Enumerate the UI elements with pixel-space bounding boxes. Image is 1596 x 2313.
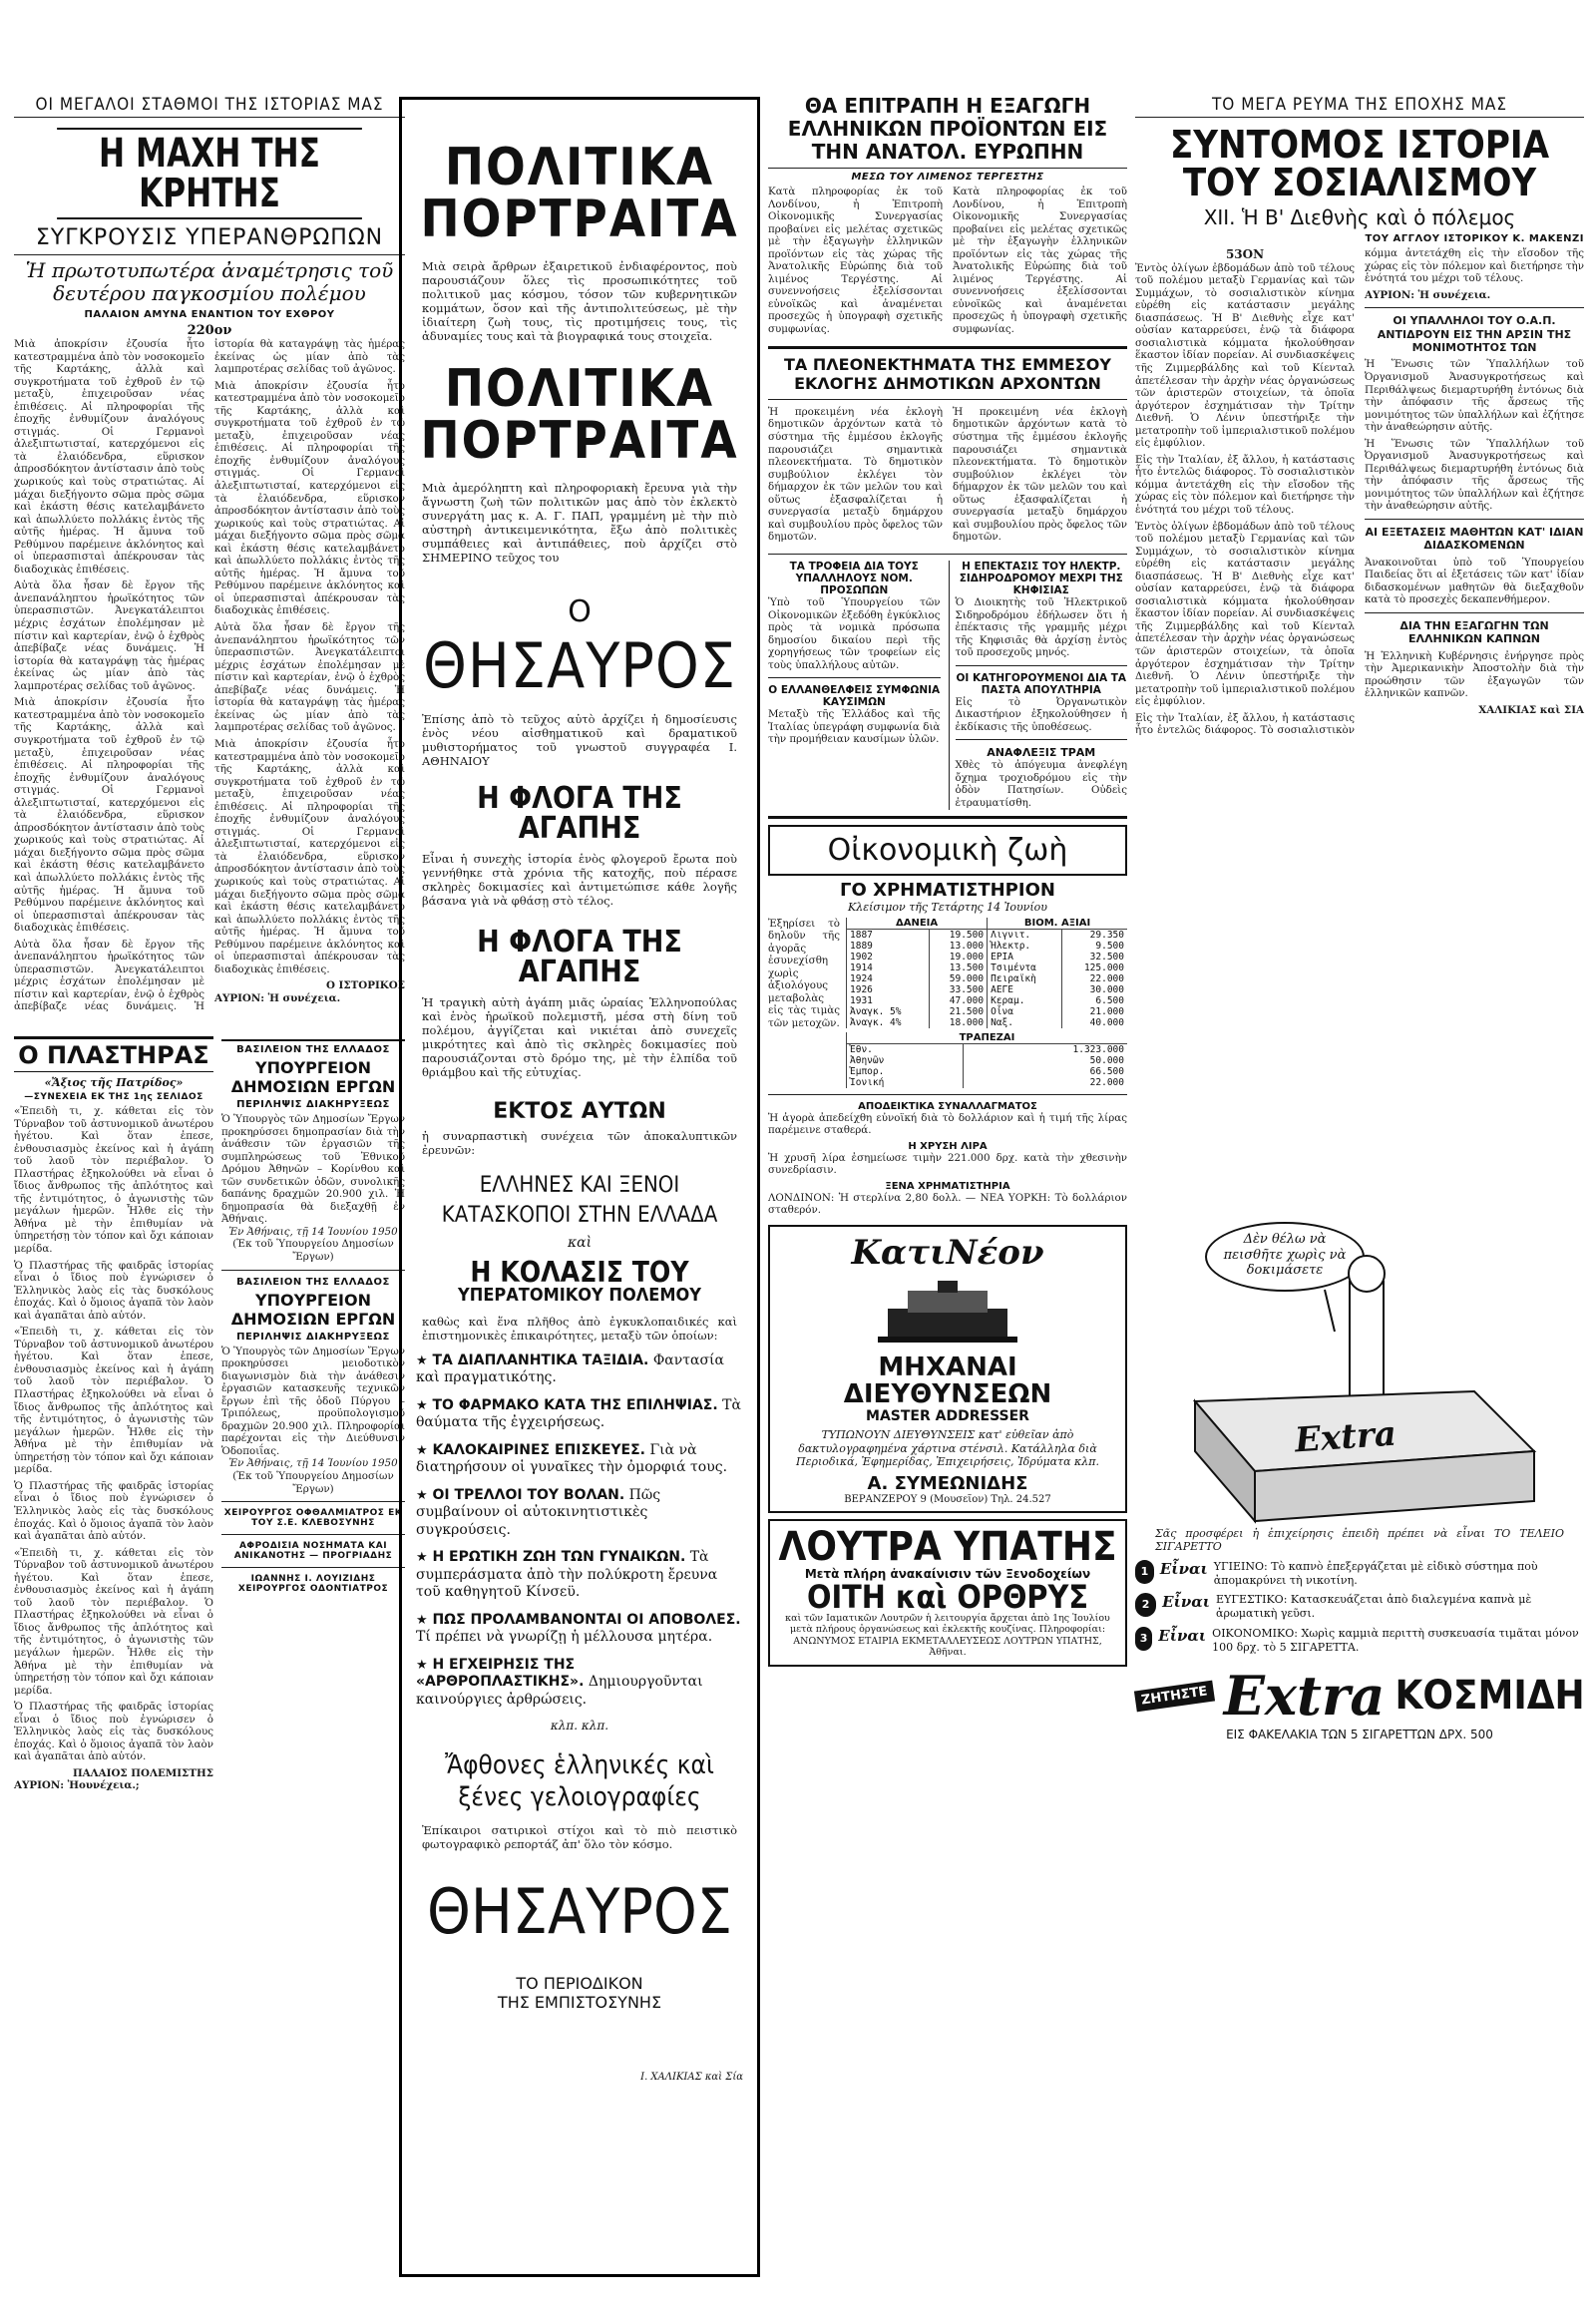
plastiras-p4: Ὁ Πλαστήρας τῆς φαιδρᾶς ἱστορίας εἶναι ὁ ἴδιος ποὺ ἐγνώρισεν ὁ Ἑλληνικὸς λαὸς εἰς τὰς δυσκόλους ἐποχάς. Καὶ ὁ ὅμοιος ἀγαπᾶ τὸν λαὸν καὶ ἀγαπᾶται ἀπὸ αὐτόν.: [14, 1479, 213, 1543]
daneia-table: [846, 918, 1127, 1028]
bank-row: [847, 1043, 1128, 1055]
floga-p1: Εἶναι ἡ συνεχὴς ἱστορία ἑνὸς φλογεροῦ ἔρωτα ποὺ γεννήθηκε στὰ χρόνια τῆς κατοχῆς, ποὺ πέρασε σκληρὲς δοκιμασίες καὶ ἀντιμετώπισε κάθε λογῆς βάσανα γιὰ νὰ φθάσῃ στὸ τέλος.: [422, 852, 737, 909]
col1-lower: [14, 1036, 405, 1792]
portraita-heading-1b: ΠΟΡΤΡΑΙΤΑ: [420, 190, 739, 249]
notice1-body: Ὁ Ὑπουργὸς τῶν Δημοσίων Ἔργων προκηρύσσει δημοπρασίαν διὰ τὴν ἀνάθεσιν τῶν ἐργασιῶν τῆς συμπληρώσεως τοῦ Ἐθνικοῦ Δρόμου Ἀθηνῶν – Κορίνθου καὶ τῶν συνδετικῶν ὁδῶν, συνολικῆς δαπάνης δραχμῶν 20.900 χιλ. Ἡ δημοπρασία θὰ διεξαχθῇ ἐν Ἀθήναις.: [221, 1113, 405, 1226]
daneia-name: 1914: [847, 963, 930, 973]
thesavros-footer: Ι. ΧΑΛΙΚΙΑΣ καὶ Σία: [640, 2071, 743, 2083]
xrysi-hdr: Η ΧΡΥΣΗ ΛΙΡΑ: [908, 1140, 988, 1152]
floga-title-1: Η ΦΛΟΓΑ ΤΗΣ ΑΓΑΠΗΣ: [477, 781, 682, 847]
notice1-hdr: ΒΑΣΙΛΕΙΟΝ ΤΗΣ ΕΛΛΑΔΟΣ: [221, 1039, 405, 1055]
plastiras-p2: Ὁ Πλαστήρας τῆς φαιδρᾶς ἱστορίας εἶναι ὁ ἴδιος ποὺ ἐγνώρισεν ὁ Ἑλληνικὸς λαὸς εἰς τὰς δυσκόλους ἐποχάς. Καὶ ὁ ὅμοιος ἀγαπᾶ τὸν λαὸν καὶ ἀγαπᾶται ἀπὸ αὐτόν.: [14, 1259, 213, 1322]
afthones-heading: Ἄφθονες ἑλληνικές καὶ ξένες γελοιογραφίες: [445, 1750, 714, 1812]
socialism-h1: ΣΥΝΤΟΜΟΣ ΙΣΤΟΡΙΑ: [1169, 123, 1550, 167]
metoxes-name: Ναξ.: [988, 1017, 1062, 1028]
kolasis-title: Η ΚΟΛΑΣΙΣ ΤΟΥ: [470, 1255, 689, 1289]
plastiras-note: —ΣΥΝΕΧΕΙΑ ΕΚ ΤΗΣ 1ης ΣΕΛΙΔΟΣ: [24, 1092, 203, 1102]
municipal-headline: ΤΑ ΠΛΕΟΝΕΚΤΗΜΑΤΑ ΤΗΣ ΕΜΜΕΣΟΥ ΕΚΛΟΓΗΣ ΔΗΜΟΤΙΚΩΝ ΑΡΧΟΝΤΩΝ: [784, 354, 1111, 393]
katineon-ad: [768, 1225, 1127, 1513]
portraita-heading-2b: ΠΟΡΤΡΑΙΤΑ: [420, 411, 739, 472]
daneia-price: 13.500: [929, 963, 987, 973]
bank-row: [847, 1066, 1128, 1077]
plastiras-cont: ΑΥΡΙΟΝ: Ἠουνέχεια.;: [14, 1779, 140, 1792]
star-bullet-icon: ★: [416, 1442, 428, 1458]
star-bullet-icon: ★: [416, 1550, 428, 1566]
socialism-body: [1135, 247, 1584, 737]
notice2-body: Ὁ Ὑπουργὸς τῶν Δημοσίων Ἔργων προκηρύσσει μειοδοτικὸν διαγωνισμὸν διὰ τὴν ἀνάθεσιν ἐργασιῶν κατασκευῆς τεχνικῶν ἔργων ἐπὶ τῆς ὁδοῦ Πύργου – Τριπόλεως, προϋπολογισμοῦ δραχμῶν 20.900 χιλ. Πληροφορίαι παρέχονται εἰς τὴν Διεύθυνσιν Ὁδοποιΐας.: [221, 1345, 405, 1457]
socialism-p2: Εἰς τὴν Ἰταλίαν, ἐξ ἄλλου, ἡ κατάστασις ἦτο ἐντελῶς διάφορος. Τὸ σοσιαλιστικὸν κόμμα ἀντετάχθη εἰς τὴν εἴσοδον τῆς χώρας εἰς τὸν πόλεμον καὶ διετήρησε τὴν ἑνότητά του μέχρι τοῦ τέλους.: [1135, 453, 1355, 517]
feature-text: Δημιουργοῦνται καινούργιες ἀρθρώσεις.: [416, 1674, 703, 1708]
kai: καὶ: [567, 1234, 593, 1251]
plastiras-p3: «Ἐπειδὴ τι, χ. κάθεται εἰς τὸν Τύρναβον τοῦ ἀστυνομικοῦ ἀνωτέρου ἡγέτου. Καὶ ὅταν ἐπεσε, ἐνθουσιασμὸς ἐκείνος καὶ ἡ ἀγάπη τοῦ λαοῦ τὸν περιέβαλον. Ὁ Πλαστήρας ἐξηκολούθει νὰ εἶναι ὁ ἴδιος ἄνθρωπος τῆς ἁπλότητος καὶ τῆς ἐντιμότητος, ὁ ἀγωνιστὴς τῶν μεγάλων ἡμερῶν. Ἦλθε εἰς τὴν Ἀθήνα μὲ τὴν ἐπιθυμίαν νὰ ὑπηρετήσῃ τὸν τόπον καὶ ὄχι κάποιαν μερίδα.: [14, 1326, 213, 1476]
news-boxes: [768, 561, 1127, 810]
feature-item: [416, 1612, 743, 1647]
floga-title-2: Η ΦΛΟΓΑ ΤΗΣ ΑΓΑΠΗΣ: [477, 925, 682, 990]
bank-price: 50.000: [964, 1055, 1127, 1066]
bank-price: 22.000: [964, 1077, 1127, 1088]
katineon-address: ΒΕΡΑΝΖΕΡΟΥ 9 (Μουσεῖον) Τηλ. 24.527: [844, 1493, 1051, 1505]
cigarette-pack-icon: [1135, 1222, 1574, 1521]
plastiras-p5: «Ἐπειδὴ τι, χ. κάθεται εἰς τὸν Τύρναβον τοῦ ἀστυνομικοῦ ἀνωτέρου ἡγέτου. Καὶ ὅταν ἐπεσε, ἐνθουσιασμὸς ἐκείνος καὶ ἡ ἀγάπη τοῦ λαοῦ τὸν περιέβαλον. Ὁ Πλαστήρας ἐξηκολούθει νὰ εἶναι ὁ ἴδιος ἄνθρωπος τῆς ἁπλότητος καὶ τῆς ἐντιμότητος, ὁ ἀγωνιστὴς τῶν μεγάλων ἡμερῶν. Ἦλθε εἰς τὴν Ἀθήνα μὲ τὴν ἐπιθυμίαν νὰ ὑπηρετήσῃ τὸν τόπον καὶ ὄχι κάποιαν μερίδα.: [14, 1546, 213, 1697]
number-badge-icon: 1: [1135, 1560, 1154, 1584]
xeno-body: ΛΟΝΔΙΝΟΝ: Ἡ στερλίνα 2,80 δολλ. — ΝΕΑ ΥΟΡΚΗ: Τὸ δολλάριον σταθερόν.: [768, 1191, 1127, 1217]
plastiras-p1: «Ἐπειδὴ τι, χ. κάθεται εἰς τὸν Τύρναβον τοῦ ἀστυνομικοῦ ἀνωτέρου ἡγέτου. Καὶ ὅταν ἐπεσε, ἐνθουσιασμὸς ἐκείνος καὶ ἡ ἀγάπη τοῦ λαοῦ τὸν περιέβαλον. Ὁ Πλαστήρας ἐξηκολούθει νὰ εἶναι ὁ ἴδιος ἄνθρωπος τῆς ἁπλότητος καὶ τῆς ἐντιμότητος, ὁ ἀγωνιστὴς τῶν μεγάλων ἡμερῶν. Ἦλθε εἰς τὴν Ἀθήνα μὲ τὴν ἐπιθυμίαν νὰ ὑπηρετήσῃ τὸν τόπον καὶ ὄχι κάποιαν μερίδα.: [14, 1105, 213, 1256]
fin-row: [847, 995, 1128, 1006]
bank-row: [847, 1055, 1128, 1066]
bank-row: [847, 1077, 1128, 1088]
metoxes-name: Οἶνα: [988, 1006, 1062, 1017]
reason-text: ΕΥΓΕΣΤΙΚΟ: Κατασκευάζεται ἀπὸ διαλεγμένα καπνὰ μὲ ἀρωματικὴ γεῦσι.: [1216, 1593, 1532, 1621]
daneia-name: 1902: [847, 952, 930, 963]
metoxes-hdr: ΒΙΟΜ. ΑΞΙΑΙ: [988, 918, 1127, 930]
crete-part: 220ον: [187, 323, 232, 338]
bank-name: Ἀθηνῶν: [847, 1055, 964, 1066]
metoxes-name: Τσιμέντα: [988, 963, 1062, 973]
feature-text: Πῶς συμβαίνουν οἱ αὐτοκινητιστικὲς συγκρούσεις.: [416, 1486, 661, 1538]
extra-brand-row: [1135, 1664, 1584, 1728]
extra-price-line: ΕΙΣ ΦΑΚΕΛΑΚΙΑ ΤΩΝ 5 ΣΙΓΑΡΕΤΤΩΝ ΔΡΧ. 500: [1226, 1728, 1493, 1742]
crete-body-p4: Αὐτὰ ὅλα ἦσαν δὲ ἔργον τῆς ἀνεπανάληπτου ἡρωϊκότητος τῶν ὑπερασπιστῶν. Ἀνεγκατάλειπτοι μέχρις ἐσχάτων ἐπολέμησαν μὲ πίστιν καὶ καρτερίαν, ἐνῷ ὁ ἐχθρὸς ἀπεβίβαζε νέας δυνάμεις. Ἡ ἰστορία θὰ καταγράψῃ τὰς ἡμέρας ἐκείνας ὡς μίαν ἀπὸ τὰς λαμπροτέρας σελίδας τοῦ ἀγῶνος.: [14, 338, 405, 1013]
crete-body-p2: Αὐτὰ ὅλα ἦσαν δὲ ἔργον τῆς ἀνεπανάληπτου ἡρωϊκότητος τῶν ὑπερασπιστῶν. Ἀνεγκατάλειπτοι μέχρις ἐσχάτων ἐπολέμησαν μὲ πίστιν καὶ καρτερίαν, ἐνῷ ὁ ἐχθρὸς ἀπεβίβαζε νέας δυνάμεις. Ἡ ἰστορία θὰ καταγράψῃ τὰς ἡμέρας ἐκείνας ὡς μίαν ἀπὸ τὰς λαμπροτέρας σελίδας τοῦ ἀγῶνος.: [14, 579, 204, 692]
bank-price: 1.323.000: [964, 1043, 1127, 1055]
column-1: [14, 95, 405, 2301]
plastiras-sign: ΠΑΛΑΙΟΣ ΠΟΛΕΜΙΣΤΗΣ: [72, 1766, 213, 1779]
daneia-name: 1887: [847, 929, 930, 941]
bank-name: Ἐμπορ.: [847, 1066, 964, 1077]
crete-author: Ο ΙΣΤΟΡΙΚΟΣ: [325, 979, 405, 992]
tobacco-headline: ΔΙΑ ΤΗΝ ΕΞΑΓΩΓΗΝ ΤΩΝ ΕΛΛΗΝΙΚΩΝ ΚΑΠΝΩΝ: [1399, 618, 1549, 646]
small-ad-3: ΙΩΑΝΝΗΣ Ι. ΛΟΥΙΖΙΔΗΣ ΧΕΙΡΟΥΡΓΟΣ ΟΔΟΝΤΙΑΤΡΟΣ: [237, 1574, 389, 1595]
socialism-h2: ΤΟΥ ΣΟΣΙΑΛΙΣΜΟΥ: [1182, 161, 1537, 204]
feature-text: Τί πρέπει νὰ γνωρίζῃ ἡ μέλλουσα μητέρα.: [416, 1629, 713, 1646]
municipal-p1: Ἡ προκειμένη νέα ἐκλογὴ δημοτικῶν ἀρχόντων κατὰ τὸ σύστημα τῆς ἐμμέσου ἐκλογῆς παρουσιάζει σημαντικὰ πλεονεκτήματα. Τὸ δημοτικὸν συμβούλιον ἐκλέγει τὸν δήμαρχον ἐκ τῶν μελῶν του καὶ οὕτως ἐξασφαλίζεται ἡ συνεργασία μεταξὺ δημάρχου καὶ συμβουλίου πρὸς ὄφελος τῶν δημοτῶν.: [768, 405, 943, 544]
crete-body: [14, 338, 405, 1036]
afthones-p: Ἐπίκαιροι σατιρικοὶ στίχοι καὶ τὸ πιὸ πειστικὸ φωτογραφικὸ ρεπορτάζ ἀπ' ὅλο τὸν κόσμο.: [422, 1822, 737, 1851]
crete-body-p3: Μιὰ ἀποκρίσιν ἐζουσία ἦτο κατεστραμμένα ἀπὸ τὸν νοσοκομεῖο τῆς Καρτάκης, ἀλλὰ καὶ συγκροτήματα τοῦ ἐχθροῦ ἐν τῷ μεταξὺ, ἐπιχειροῦσαν νέας ἐπιθέσεις. Αἱ πληροφορίαι τῆς ἐποχῆς ἐνθυμίζουν ἀναλόγους στιγμάς. Οἱ Γερμανοὶ ἀλεξιπτωτισταί, κατερχόμενοι εἰς τὰ ἐλαιόδενδρα, εὕρισκον ἀπροσδόκητον ἀντίστασιν ἀπὸ τοὺς χωρικούς καὶ τοὺς στρατιώτας. Αἱ μάχαι διεξήγοντο σῶμα πρὸς σῶμα καὶ ἐκάστη θέσις κατελαμβάνετο καὶ ἀπωλλύετο πολλάκις ἐντὸς τῆς αὐτῆς ἡμέρας. Ἡ ἄμυνα τοῦ Ρεθύμνου παρέμεινε ἀκλόνητος καὶ οἱ ὑπερασπισταὶ ἀπέκρουσαν τὰς διαδοχικὰς ἐπιθέσεις.: [14, 696, 204, 935]
reason-lead: Εἶναι: [1162, 1593, 1211, 1612]
feature-item: [416, 1352, 743, 1387]
tobacco-body: Ἡ Ἑλληνικὴ Κυβέρνησις ἐνήργησε πρὸς τὴν Ἀμερικανικὴν Ἀποστολὴν διὰ τὴν προώθησιν τῶν ἐξαγωγῶν τῶν ἑλληνικῶν καπνῶν.: [1365, 649, 1584, 700]
box4-title: ΟΙ ΚΑΤΗΓΟΡΟΥΜΕΝΟΙ ΔΙΑ ΤΑ ΠΑΣΤΑ ΑΠΟΥΛΤΗΡΙΑ: [956, 671, 1127, 696]
box3-title: Ο ΕΛΛΑΝΘΕΛΦΕΙΣ ΣΥΜΦΩΝΙΑ ΚΑΥΣΙΜΩΝ: [768, 684, 941, 709]
katineon-body: ΤΥΠΩΝΟΥΝ ΔΙΕΥΘΥΝΣΕΙΣ κατ' εὐθεῖαν ἀπὸ δακτυλογραφημένα χάρτινα στένσιλ. Κατάλληλα διὰ Περιοδικά, Ἐφημερίδας, Ἐπιχειρήσεις, Ἰδρύματα κλπ.: [796, 1428, 1099, 1469]
metoxes-name: ΕΡΙΑ: [988, 952, 1062, 963]
daneia-name: Ἀναγκ. 5%: [847, 1006, 930, 1017]
periodikon-1: ΤΟ ΠΕΡΙΟΔΙΚΟΝ: [516, 1973, 643, 1993]
crete-body-p6: Αὐτὰ ὅλα ἦσαν δὲ ἔργον τῆς ἀνεπανάληπτου ἡρωϊκότητος τῶν ὑπερασπιστῶν. Ἀνεγκατάλειπτοι μέχρις ἐσχάτων ἐπολέμησαν μὲ πίστιν καὶ καρτερίαν, ἐνῷ ὁ ἐχθρὸς ἀπεβίβαζε νέας δυνάμεις. Ἡ ἰστορία θὰ καταγράψῃ τὰς ἡμέρας ἐκείνας ὡς μίαν ἀπὸ τὰς λαμπροτέρας σελίδας τοῦ ἀγῶνος.: [214, 621, 405, 734]
metoxes-price: 6.500: [1061, 995, 1127, 1006]
socialism-cont: ΑΥΡΙΟΝ: Ἡ συνέχεια.: [1365, 288, 1491, 301]
econ-title: Οἰκονομικὴ ζωὴ: [827, 832, 1068, 868]
export-byline: ΜΕΣΩ ΤΟΥ ΛΙΜΕΝΟΣ ΤΕΡΓΕΣΤΗΣ: [851, 172, 1044, 183]
bank-price: 66.500: [964, 1066, 1127, 1077]
feature-item: [416, 1487, 743, 1540]
metoxes-price: 22.000: [1061, 973, 1127, 984]
yperatomikou-title: ΥΠΕΡΑΤΟΜΙΚΟΥ ΠΟΛΕΜΟΥ: [458, 1284, 701, 1306]
star-bullet-icon: ★: [416, 1397, 428, 1413]
floga-p2: Ἡ τραγικὴ αὐτὴ ἀγάπη μιᾶς ὡραίας Ἑλληνοπούλας καὶ ἑνὸς ἡρωϊκοῦ πολεμιστῆ, μέσα στὴ δίνη τοῦ πολέμου, ἀγγίζεται καὶ νικιέται ἀπὸ συνεχεῖς μικρότητες καὶ ἀπὸ τὶς σκληρὲς δοκιμασίες ποὺ παρουσιάζονται στὸ δρόμο της, μὲ τὴν ἐλπίδα τοῦ θριάμβου καὶ τῆς εὐτυχίας.: [422, 995, 737, 1080]
fin-row: [847, 973, 1128, 984]
katineon-dealer: Α. ΣΥΜΕΩΝΙΔΗΣ: [867, 1472, 1028, 1494]
news-box-left: [768, 561, 941, 810]
export-headline: ΘΑ ΕΠΙΤΡΑΠΗ Η ΕΞΑΓΩΓΗ ΕΛΛΗΝΙΚΩΝ ΠΡΟΪΟΝΤΩΝ ΕΙΣ ΤΗΝ ΑΝΑΤΟΛ. ΕΥΡΩΠΗΝ: [768, 95, 1127, 169]
fin-row: [847, 1017, 1128, 1028]
reason-item: [1135, 1560, 1584, 1588]
crete-subhead: ΣΥΓΚΡΟΥΣΙΣ ΥΠΕΡΑΝΘΡΩΠΩΝ: [14, 225, 405, 255]
export-body-p1: Κατὰ πληροφορίας ἐκ τοῦ Λονδίνου, ἡ Ἐπιτροπὴ Οἰκονομικῆς Συνεργασίας προβαίνει εἰς μελέτας σχετικῶς μὲ τὴν ἐξαγωγὴν ἑλληνικῶν προϊόντων εἰς τὰς χώρας τῆς Ἀνατολικῆς Εὐρώπης διὰ τοῦ λιμένος Τεργέστης. Αἱ συνεννοήσεις ἐξελίσσονται εὐνοϊκῶς καὶ ἀναμένεται προσεχῶς ἡ ὑπογραφὴ σχετικῆς συμφωνίας.: [768, 186, 943, 336]
box2-title: Η ΕΠΕΚΤΑΣΙΣ ΤΟΥ ΗΛΕΚΤΡ. ΣΙΔΗΡΟΔΡΟΜΟΥ ΜΕΧΡΙ ΤΗΣ ΚΗΦΙΣΙΑΣ: [959, 560, 1123, 596]
municipal-body: [768, 406, 1127, 548]
daneia-price: 33.500: [929, 984, 987, 995]
socialism-chapter: XII. Ἡ Β' Διεθνὴς καὶ ὁ πόλεμος: [1203, 205, 1516, 229]
feature-title: ΤΟ ΦΑΡΜΑΚΟ ΚΑΤΑ ΤΗΣ ΕΠΙΛΗΨΙΑΣ.: [432, 1396, 718, 1413]
fin-row: [847, 1006, 1128, 1017]
metoxes-price: 125.000: [1061, 963, 1127, 973]
reason-text: ΟΙΚΟΝΟΜΙΚΟ: Χωρὶς καμμιὰ περιττὴ συσκευασία τιμᾶται μόνον 100 δρχ. τὸ 5 ΣΙΓΑΡΕΤΤΑ.: [1212, 1626, 1579, 1654]
notice2-date: Ἐν Ἀθήναις, τῇ 14 Ἰουνίου 1950: [228, 1457, 398, 1470]
daneia-price: 21.500: [929, 1006, 987, 1017]
feature-text: Τὰ συμπεράσματα ἀπὸ τὴν πολύκροτη ἔρευνα τοῦ καθηγητοῦ Κίνσεϋ.: [416, 1549, 718, 1601]
mixanai-title: ΜΗΧΑΝΑΙ ΔΙΕΥΘΥΝΣΕΩΝ: [843, 1351, 1052, 1410]
econ-banner: [768, 825, 1127, 876]
fin-row: [847, 952, 1128, 963]
feature-item: [416, 1657, 743, 1710]
tobacco-sign: ΧΑΛΙΚΙΑΣ καὶ ΣΙΑ: [1478, 703, 1584, 716]
trapezai-table: [846, 1032, 1127, 1088]
number-badge-icon: 3: [1135, 1627, 1152, 1651]
thesavros-advert: [399, 97, 760, 2277]
metoxes-name: Λιγνιτ.: [988, 929, 1062, 941]
oap-body: Ἡ Ἕνωσις τῶν Ὑπαλλήλων τοῦ Ὀργανισμοῦ Ἀνασυγκροτήσεως καὶ Περιθάλψεως διεμαρτυρήθη ἐντόνως διὰ τὴν ἀπόφασιν τῆς ἄρσεως τῆς μονιμότητος τῶν ὑπαλλήλων καὶ ἐζήτησε τὴν ἀναθεώρησιν αὐτῆς.: [1365, 358, 1584, 434]
feature-text: Φαντασία καὶ πραγματικότης.: [416, 1351, 724, 1386]
export-body: [768, 186, 1127, 340]
extra-illustration: [1135, 1222, 1584, 1521]
econ-section: [768, 918, 1127, 1088]
col1-kicker: ΟΙ ΜΕΓΑΛΟΙ ΣΤΑΘΜΟΙ ΤΗΣ ΙΣΤΟΡΙΑΣ ΜΑΣ: [14, 95, 405, 118]
periodikon-2: ΤΗΣ ΕΜΠΙΣΤΟΣΥΝΗΣ: [497, 1992, 662, 2012]
plastiras-title: Ο ΠΛΑΣΤΗΡΑΣ: [14, 1036, 213, 1072]
box5-body: Χθὲς τὸ ἀπόγευμα ἀνεφλέγη ὄχημα τροχιοδρόμου εἰς τὴν ὁδὸν Πατησίων. Οὐδεὶς ἐτραυματίσθη.: [955, 759, 1127, 809]
column-4: [1135, 95, 1584, 2301]
fin-row: [847, 984, 1128, 995]
reason-text: ΥΓΙΕΙΝΟ: Τὸ καπνὸ ἐπεξεργάζεται μὲ εἰδικὸ σύστημα ποὺ ἀπομακρύνει τὴ νικοτίνη.: [1213, 1559, 1538, 1587]
metoxes-price: 21.000: [1061, 1006, 1127, 1017]
box5-title: ΑΝΑΦΛΕΞΙΣ ΤΡΑΜ: [987, 746, 1096, 760]
notice1-sign: (Ἐκ τοῦ Ὑπουργείου Δημοσίων Ἔργων): [232, 1238, 394, 1264]
box1-body: Ὑπὸ τοῦ Ὑπουργείου τῶν Οἰκονομικῶν ἐξεδόθη ἐγκύκλιος πρὸς τὰ νομικὰ πρόσωπα δημοσίου δικαίου περὶ τῆς χορηγήσεως τῶν τροφείων εἰς τοὺς ὑπαλλήλους αὐτῶν.: [768, 595, 941, 671]
small-ad-2: ΑΦΡΟΔΙΣΙΑ ΝΟΣΗΜΑΤΑ ΚΑΙ ΑΝΙΚΑΝΟΤΗΣ — ΠΡΟΓΡΙΑΔΗΣ: [233, 1541, 393, 1562]
metoxes-name: Πειραϊκὴ: [988, 973, 1062, 984]
star-bullet-icon: ★: [416, 1612, 428, 1628]
daneia-price: 19.500: [929, 929, 987, 941]
reason-lead: Εἶναι: [1158, 1626, 1207, 1645]
katineon-logo: ΚατιΝέον: [851, 1232, 1044, 1273]
crete-body-p1: Μιὰ ἀποκρίσιν ἐζουσία ἦτο κατεστραμμένα ἀπὸ τὸν νοσοκομεῖο τῆς Καρτάκης, ἀλλὰ καὶ συγκροτήματα τοῦ ἐχθροῦ ἐν τῷ μεταξὺ, ἐπιχειροῦσαν νέας ἐπιθέσεις. Αἱ πληροφορίαι τῆς ἐποχῆς ἐνθυμίζουν ἀναλόγους στιγμάς. Οἱ Γερμανοὶ ἀλεξιπτωτισταί, κατερχόμενοι εἰς τὰ ἐλαιόδενδρα, εὕρισκον ἀπροσδόκητον ἀντίστασιν ἀπὸ τοὺς χωρικούς καὶ τοὺς στρατιώτας. Αἱ μάχαι διεξήγοντο σῶμα πρὸς σῶμα καὶ ἐκάστη θέσις κατελαμβάνετο καὶ ἀπωλλύετο πολλάκις ἐντὸς τῆς αὐτῆς ἡμέρας. Ἡ ἄμυνα τοῦ Ρεθύμνου παρέμεινε ἀκλόνητος καὶ οἱ ὑπερασπισταὶ ἀπέκρουσαν τὰς διαδοχικὰς ἐπιθέσεις.: [14, 338, 204, 576]
daneia-name: Ἀναγκ. 4%: [847, 1017, 930, 1028]
master-addresser: MASTER ADDRESSER: [866, 1408, 1029, 1425]
box2-body: Ὁ Διοικητὴς τοῦ Ἠλεκτρικοῦ Σιδηροδρόμου ἐδήλωσεν ὅτι ἡ ἐπέκτασις τῆς γραμμῆς μέχρι τῆς Κηφισιᾶς θὰ ἀρχίσῃ ἐντὸς τοῦ προσεχοῦς μηνός.: [955, 595, 1127, 659]
loutra-sub: Μετὰ πλήρη ἀνακαίνισιν τῶν Ξενοδοχείων: [804, 1566, 1091, 1581]
extra-reasons: [1135, 1560, 1584, 1655]
metoxes-name: Κεραμ.: [988, 995, 1062, 1006]
box4-body: Εἰς τὸ Ὀργανωτικὸν Δικαστήριον ἐξηκολούθησεν ἡ ἐκδίκασις τῆς ὑποθέσεως.: [955, 695, 1127, 733]
bank-name: Ἐθν.: [847, 1043, 964, 1055]
ektos-p: ἡ συναρπαστικὴ συνέχεια τῶν ἀποκαλυπτικῶν ἐρευνῶν:: [422, 1129, 737, 1158]
oap-body-2: Ἡ Ἕνωσις τῶν Ὑπαλλήλων τοῦ Ὀργανισμοῦ Ἀνασυγκροτήσεως καὶ Περιθάλψεως διεμαρτυρήθη ἐντόνως διὰ τὴν ἀπόφασιν τῆς ἄρσεως τῆς μονιμότητος τῶν ὑπαλλήλων καὶ ἐζήτησε τὴν ἀναθεώρησιν αὐτῆς.: [1365, 437, 1584, 513]
socialism-p4: Εἰς τὴν Ἰταλίαν, ἐξ ἄλλου, ἡ κατάστασις ἦτο ἐντελῶς διάφορος. Τὸ σοσιαλιστικὸν κόμμα ἀντετάχθη εἰς τὴν εἴσοδον τῆς χώρας εἰς τὸν πόλεμον καὶ διετήρησε τὴν ἑνότητά του μέχρι τοῦ τέλους.: [1135, 247, 1584, 737]
crete-headline: Η ΜΑΧΗ ΤΗΣ ΚΡΗΤΗΣ: [57, 128, 362, 219]
metoxes-price: 30.000: [1061, 984, 1127, 995]
socialism-part: 53ΟΝ: [1225, 247, 1265, 261]
socialism-byline: ΤΟΥ ΑΓΓΛΟΥ ΙΣΤΟΡΙΚΟΥ Κ. ΜΑΚΕΝΖΙ: [1365, 233, 1584, 244]
thesavros-article: Ο: [568, 594, 592, 630]
thesavros-logo-1: ΘΗΣΑΥΡΟΣ: [422, 629, 737, 703]
metoxes-price: 40.000: [1061, 1017, 1127, 1028]
notice1-date: Ἐν Ἀθήναις, τῇ 14 Ἰουνίου 1950: [228, 1225, 398, 1238]
loutra-title: ΛΟΥΤΡΑ ΥΠΑΤΗΣ: [778, 1523, 1117, 1570]
metoxes-price: 32.500: [1061, 952, 1127, 963]
daneia-price: 19.000: [929, 952, 987, 963]
plastiras-sub: «Ἄξιος τῆς Πατρίδος»: [44, 1076, 184, 1089]
econ-tables: [846, 918, 1127, 1088]
machine-illustration: [776, 1279, 1119, 1349]
plastiras-article: [14, 1036, 213, 1792]
extra-intro: Σᾶς προσφέρει ἡ ἐπιχείρησις ἐπειδὴ πρέπει νὰ εἶναι ΤΟ ΤΕΛΕΙΟ ΣΙΓΑΡΕΤΤΟ: [1155, 1527, 1564, 1554]
loutra-ad: [768, 1519, 1127, 1667]
reason-item: [1135, 1627, 1584, 1655]
feature-item: [416, 1442, 743, 1477]
public-notices: [221, 1036, 405, 1774]
feature-text: Τὰ θαύματα τῆς ἐγχειρήσεως.: [416, 1396, 741, 1431]
thesavros-logo-2: ΘΗΣΑΥΡΟΣ: [426, 1874, 733, 1948]
notice2-hdr: ΒΑΣΙΛΕΙΟΝ ΤΗΣ ΕΛΛΑΔΟΣ: [236, 1276, 390, 1288]
exams-headline: ΑΙ ΕΞΕΤΑΣΕΙΣ ΜΑΘΗΤΩΝ ΚΑΤ' ΙΔΙΑΝ ΔΙΔΑΣΚΟΜΕΝΩΝ: [1365, 525, 1584, 553]
ellines-kataskopoi: ΕΛΛΗΝΕΣ ΚΑΙ ΞΕΝΟΙ ΚΑΤΑΣΚΟΠΟΙ ΣΤΗΝ ΕΛΛΑΔΑ: [441, 1173, 718, 1229]
daneia-name: 1924: [847, 973, 930, 984]
daneia-name: 1889: [847, 941, 930, 952]
column-3: [768, 95, 1127, 2301]
econ-date: Κλείσιμον τῆς Τετάρτης 14 Ἰουνίου: [848, 900, 1047, 914]
daneia-hdr: ΔΑΝΕΙΑ: [847, 918, 988, 930]
star-bullet-icon: ★: [416, 1487, 428, 1503]
metoxes-price: 29.350: [1061, 929, 1127, 941]
star-bullet-icon: ★: [416, 1657, 428, 1673]
notice2-sign: (Ἐκ τοῦ Ὑπουργείου Δημοσίων Ἔργων): [232, 1470, 394, 1495]
fin-row: [847, 963, 1128, 973]
extra-cigarette-ad: [1135, 1222, 1584, 1741]
star-bullet-icon: ★: [416, 1352, 428, 1368]
crete-deck: Ἡ πρωτοτυπωτέρα ἀναμέτρησις τοῦ δευτέρου παγκοσμίου πολέμου: [25, 258, 394, 305]
econ-left-text: Ἐξηρίσει τὸ δηλοῦν τῆς ἀγορᾶς ἐσυνεχίσθη χωρὶς ἀξιολόγους μεταβολὰς εἰς τὰς τιμὰς τῶν μετοχῶν.: [768, 917, 840, 1029]
speech-bubble: Δὲν θέλω νὰ πεισθῆτε χωρὶς νὰ δοκιμάσετε: [1205, 1222, 1365, 1292]
notice1-title: ΥΠΟΥΡΓΕΙΟΝ ΔΗΜΟΣΙΩΝ ΕΡΓΩΝ: [230, 1058, 396, 1096]
feature-list: [416, 1352, 743, 1710]
crete-cont: ΑΥΡΙΟΝ: Ἡ συνέχεια.: [214, 991, 341, 1004]
small-ad-1: ΧΕΙΡΟΥΡΓΟΣ ΟΦΘΑΛΜΙΑΤΡΟΣ ΕΚ ΤΟΥ Σ.Ε. ΚΛΕΒΟΣΥΝΗΣ: [223, 1508, 403, 1529]
addresser-machine-icon: [868, 1279, 1027, 1349]
portraita-p1: Μιὰ σειρὰ ἄρθρων ἐξαιρετικοῦ ἐνδιαφέροντος, ποὺ παρουσιάζουν ὅλες τὶς προσωπικότητες τοῦ πολιτικοῦ μας κόσμου, τόσον τῶν κυβερνητικῶν κομμάτων, ὅσον καὶ τῆς ἀντιπολιτεύσεως, μὲ τὴν ἰδιαίτερη ζωὴ τους, τὶς προτιμήσεις τους, τὶς ἀδυναμίες τους καὶ τὰ βιογραφικά τους στοιχεῖα.: [422, 259, 737, 344]
oithi-title: ΟΙΤΗ καὶ ΟΡΘΡΥΣ: [806, 1577, 1089, 1616]
daneia-price: 13.000: [929, 941, 987, 952]
socialism-p3: Ἐντὸς ὀλίγων ἐβδομάδων ἀπὸ τοῦ τέλους τοῦ πολέμου μεταξὺ Γερμανίας καὶ τῶν Συμμάχων, τὸ σοσιαλιστικὸν κίνημα εὑρέθη εἰς κατάστασιν μεγάλης διασπάσεως. Ἡ Β' Διεθνὴς εἶχε κατ' οὐσίαν καταρρεύσει, ἐνῷ τὰ διάφορα σοσιαλιστικὰ κόμματα ἠκολούθησαν ἕκαστον ἰδίαν πορείαν. Αἱ συνδιασκέψεις τῆς Ζιμμερβάλδης καὶ τοῦ Κίενταλ ἀπετέλεσαν τὴν ἀρχὴν νέας ὀργανώσεως τῶν ἀριστερῶν στοιχείων, τὰ ὁποῖα ἀργότερον ἐσχημάτισαν τὴν Τρίτην Διεθνῆ. Ὁ Λένιν ὑπεστήριξε τὴν μετατροπὴν τοῦ ἰμπεριαλιστικοῦ πολέμου εἰς ἐμφύλιον.: [1135, 520, 1355, 708]
feature-title: Η ΕΓΧΕΙΡΗΣΙΣ ΤΗΣ «ΑΡΘΡΟΠΛΑΣΤΙΚΗΣ».: [416, 1656, 585, 1691]
portraita-heading-1a: ΠΟΛΙΤΙΚΑ: [444, 138, 715, 197]
daneia-price: 59.000: [929, 973, 987, 984]
pack-logo: Extra: [1293, 1413, 1398, 1461]
feature-title: ΚΑΛΟΚΑΙΡΙΝΕΣ ΕΠΙΣΚΕΥΕΣ.: [432, 1441, 646, 1458]
daneia-name: 1926: [847, 984, 930, 995]
plastiras-p6: Ὁ Πλαστήρας τῆς φαιδρᾶς ἱστορίας εἶναι ὁ ἴδιος ποὺ ἐγνώρισεν ὁ Ἑλληνικὸς λαὸς εἰς τὰς δυσκόλους ἐποχάς. Καὶ ὁ ὅμοιος ἀγαπᾶ τὸν λαὸν καὶ ἀγαπᾶται ἀπὸ αὐτόν.: [14, 1701, 213, 1763]
agora-body: Ἡ ἀγορὰ ἀπεδείχθη εὐνοϊκή διὰ τὸ δολλάριον καὶ ἡ τιμή τῆς λίρας παρέμεινε σταθερά.: [768, 1111, 1127, 1137]
xeno-hdr: ΞΕΝΑ ΧΡΗΜΑΤΙΣΤΗΡΙΑ: [885, 1180, 1010, 1192]
box1-title: ΤΑ ΤΡΟΦΕΙΑ ΔΙΑ ΤΟΥΣ ΥΠΑΛΛΗΛΟΥΣ ΝΟΜ. ΠΡΟΣΩΠΩΝ: [789, 560, 919, 596]
feature-text: Γιὰ νὰ διατηρήσουν οἱ γυναῖκες τὴν ὀμορφιά τους.: [416, 1441, 728, 1476]
reason-item: [1135, 1593, 1584, 1621]
metoxes-price: 9.500: [1061, 941, 1127, 952]
daneia-price: 47.000: [929, 995, 987, 1006]
portraita-heading-2a: ΠΟΛΙΤΙΚΑ: [444, 359, 715, 420]
klp: κλπ. κλπ.: [550, 1719, 609, 1734]
box3-body: Μεταξὺ τῆς Ἑλλάδος καὶ τῆς Ἰταλίας ὑπεγράφη συμφωνία διὰ τὴν προμήθειαν καυσίμων ὑλῶν.: [768, 708, 941, 746]
crete-byline: ΠΑΛΑΙΟΝ ΑΜΥΝΑ ΕΝΑΝΤΙΟΝ ΤΟΥ ΕΧΘΡΟΥ: [84, 309, 335, 320]
flogа-intro: Ἐπίσης ἀπὸ τὸ τεῦχος αὐτὸ ἀρχίζει ἡ δημοσίευσις ἑνὸς νέου αἰσθηματικοῦ καὶ δραματικοῦ μυθιστορήματος τοῦ γνωστοῦ συγγραφέα Ι. ΑΘΗΝΑΙΟΥ: [422, 712, 737, 769]
export-body-p2: Κατὰ πληροφορίας ἐκ τοῦ Λονδίνου, ἡ Ἐπιτροπὴ Οἰκονομικῆς Συνεργασίας προβαίνει εἰς μελέτας σχετικῶς μὲ τὴν ἐξαγωγὴν ἑλληνικῶν προϊόντων εἰς τὰς χώρας τῆς Ἀνατολικῆς Εὐρώπης διὰ τοῦ λιμένος Τεργέστης. Αἱ συνεννοήσεις ἐξελίσσονται εὐνοϊκῶς καὶ ἀναμένεται προσεχῶς ἡ ὑπογραφὴ σχετικῆς συμφωνίας.: [953, 186, 1127, 336]
municipal-p2: Ἡ προκειμένη νέα ἐκλογὴ δημοτικῶν ἀρχόντων κατὰ τὸ σύστημα τῆς ἐμμέσου ἐκλογῆς παρουσιάζει σημαντικὰ πλεονεκτήματα. Τὸ δημοτικὸν συμβούλιον ἐκλέγει τὸν δήμαρχον ἐκ τῶν μελῶν του καὶ οὕτως ἐξασφαλίζεται ἡ συνεργασία μεταξὺ δημάρχου καὶ συμβουλίου πρὸς ὄφελος τῶν δημοτῶν.: [953, 405, 1127, 544]
exams-body: Ἀνακοινοῦται ὑπὸ τοῦ Ὑπουργείου Παιδείας ὅτι αἱ ἐξετάσεις τῶν κατ' ἰδίαν διδασκομένων μαθητῶν θὰ διεξαχθοῦν κατὰ τὸ προσεχὲς δεκαπενθήμερον.: [1365, 556, 1584, 606]
daneia-price: 18.000: [929, 1017, 987, 1028]
econ-sub: ΓΟ ΧΡΗΜΑΤΙΣΤΗΡΙΟΝ: [840, 879, 1055, 901]
notice2-title: ΥΠΟΥΡΓΕΙΟΝ ΔΗΜΟΣΙΩΝ ΕΡΓΩΝ: [230, 1290, 396, 1329]
zitiste-badge: ΖΗΤΗΣΤΕ: [1134, 1680, 1215, 1712]
plastiras-body: [14, 1105, 213, 1792]
extra-logo: Extra: [1223, 1664, 1386, 1729]
notice1-sub: ΠΕΡΙΛΗΨΙΣ ΔΙΑΚΗΡΥΞΕΩΣ: [236, 1099, 390, 1110]
loutra-body: καὶ τῶν Ιαματικῶν Λουτρῶν ἡ λειτουργία ἄρχεται ἀπὸ 1ης Ἰουλίου μετὰ πλήρους ὀργανώσεως καὶ ἐκλεκτῆς κουζίνας. Πληροφορίαι: ΑΝΩΝΥΜΟΣ ΕΤΑΙΡΙΑ ΕΚΜΕΤΑΛΛΕΥΣΕΩΣ ΛΟΥΤΡΩΝ ΥΠΑΤΗΣ, Ἀθῆναι.: [785, 1612, 1110, 1659]
agora-hdr: ΑΠΟΔΕΙΚΤΙΚΑ ΣΥΝΑΛΛΑΓΜΑΤΟΣ: [858, 1100, 1037, 1112]
feature-item: [416, 1397, 743, 1432]
fin-row: [847, 929, 1128, 941]
daneia-name: 1931: [847, 995, 930, 1006]
crete-body-p5: Μιὰ ἀποκρίσιν ἐζουσία ἦτο κατεστραμμένα ἀπὸ τὸν νοσοκομεῖο τῆς Καρτάκης, ἀλλὰ καὶ συγκροτήματα τοῦ ἐχθροῦ ἐν τῷ μεταξὺ, ἐπιχειροῦσαν νέας ἐπιθέσεις. Αἱ πληροφορίαι τῆς ἐποχῆς ἐνθυμίζουν ἀναλόγους στιγμάς. Οἱ Γερμανοὶ ἀλεξιπτωτισταί, κατερχόμενοι εἰς τὰ ἐλαιόδενδρα, εὕρισκον ἀπροσδόκητον ἀντίστασιν ἀπὸ τοὺς χωρικούς καὶ τοὺς στρατιώτας. Αἱ μάχαι διεξήγοντο σῶμα πρὸς σῶμα καὶ ἐκάστη θέσις κατελαμβάνετο καὶ ἀπωλλύετο πολλάκις ἐντὸς τῆς αὐτῆς ἡμέρας. Ἡ ἄμυνα τοῦ Ρεθύμνου παρέμεινε ἀκλόνητος καὶ οἱ ὑπερασπισταὶ ἀπέκρουσαν τὰς διαδοχικὰς ἐπιθέσεις.: [214, 379, 405, 617]
feature-title: ΠΩΣ ΠΡΟΛΑΜΒΑΝΟΝΤΑΙ ΟΙ ΑΠΟΒΟΛΕΣ.: [432, 1611, 741, 1628]
news-box-right: [949, 561, 1128, 810]
metoxes-name: Ἡλεκτρ.: [988, 941, 1062, 952]
feature-title: Η ΕΡΩΤΙΚΗ ΖΩΗ ΤΩΝ ΓΥΝΑΙΚΩΝ.: [432, 1549, 686, 1566]
number-badge-icon: 2: [1135, 1593, 1156, 1617]
notice2-sub: ΠΕΡΙΛΗΨΙΣ ΔΙΑΚΗΡΥΞΕΩΣ: [236, 1331, 390, 1343]
socialism-p1: Ἐντὸς ὀλίγων ἐβδομάδων ἀπὸ τοῦ τέλους τοῦ πολέμου μεταξὺ Γερμανίας καὶ τῶν Συμμάχων, τὸ σοσιαλιστικὸν κίνημα εὑρέθη εἰς κατάστασιν μεγάλης διασπάσεως. Ἡ Β' Διεθνὴς εἶχε κατ' οὐσίαν καταρρεύσει, ἐνῷ τὰ διάφορα σοσιαλιστικὰ κόμματα ἠκολούθησαν ἕκαστον ἰδίαν πορείαν. Αἱ συνδιασκέψεις τῆς Ζιμμερβάλδης καὶ τοῦ Κίενταλ ἀπετέλεσαν τὴν ἀρχὴν νέας ὀργανώσεως τῶν ἀριστερῶν στοιχείων, τὰ ὁποῖα ἀργότερον ἐσχημάτισαν τὴν Τρίτην Διεθνῆ. Ὁ Λένιν ὑπεστήριξε τὴν μετατροπὴν τοῦ ἰμπεριαλιστικοῦ πολέμου εἰς ἐμφύλιον.: [1135, 261, 1355, 450]
reason-lead: Εἶναι: [1159, 1559, 1208, 1578]
col4-kicker: ΤΟ ΜΕΓΑ ΡΕΥΜΑ ΤΗΣ ΕΠΟΧΗΣ ΜΑΣ: [1135, 95, 1584, 118]
kosmidi-logo: ΚΟΣΜΙΔΗ: [1395, 1673, 1585, 1720]
trapezai-hdr: ΤΡΑΠΕΖΑΙ: [847, 1032, 1128, 1044]
metoxes-name: ΑΕΓΕ: [988, 984, 1062, 995]
ektos-p2: καθὼς καὶ ἕνα πλῆθος ἀπὸ ἐγκυκλοπαιδικές καὶ ἐπιστημονικὲς ἐπικαιρότητες, μεταξὺ τῶν ὁποίων:: [422, 1314, 737, 1343]
portraita-p2: Μιὰ ἀμερόληπτη καὶ πληροφοριακὴ ἔρευνα γιὰ τὴν ἄγνωστη ζωὴ τῶν πολιτικῶν μας ἀπὸ τὸν ἐκλεκτὸ συνεργάτη μας κ. Α. Γ. ΠΑΠ, γραμμένη μὲ τὴν πιὸ αὐστηρὴ ἀντικειμενικότητα, ἔξω ἀπὸ πολιτικὲς συμπάθειες καὶ ἀντιπάθειες, ποὺ ἀρχίζει στὸ ΣΗΜΕΡΙΝΟ τεῦχος του: [422, 481, 737, 566]
crete-body-p7: Μιὰ ἀποκρίσιν ἐζουσία ἦτο κατεστραμμένα ἀπὸ τὸν νοσοκομεῖο τῆς Καρτάκης, ἀλλὰ καὶ συγκροτήματα τοῦ ἐχθροῦ ἐν τῷ μεταξὺ, ἐπιχειροῦσαν νέας ἐπιθέσεις. Αἱ πληροφορίαι τῆς ἐποχῆς ἐνθυμίζουν ἀναλόγους στιγμάς. Οἱ Γερμανοὶ ἀλεξιπτωτισταί, κατερχόμενοι εἰς τὰ ἐλαιόδενδρα, εὕρισκον ἀπροσδόκητον ἀντίστασιν ἀπὸ τοὺς χωρικούς καὶ τοὺς στρατιώτας. Αἱ μάχαι διεξήγοντο σῶμα πρὸς σῶμα καὶ ἐκάστη θέσις κατελαμβάνετο καὶ ἀπωλλύετο πολλάκις ἐντὸς τῆς αὐτῆς ἡμέρας. Ἡ ἄμυνα τοῦ Ρεθύμνου παρέμεινε ἀκλόνητος καὶ οἱ ὑπερασπισταὶ ἀπέκρουσαν τὰς διαδοχικὰς ἐπιθέσεις.: [214, 737, 405, 975]
xrysi-body: Ἡ χρυσῆ λίρα ἐσημείωσε τιμὴν 221.000 δρχ. κατὰ τὴν χθεσινὴν συνεδρίασιν.: [768, 1151, 1127, 1177]
ektos-heading: ΕΚΤΟΣ ΑΥΤΩΝ: [493, 1099, 666, 1125]
oap-headline: ΟΙ ΥΠΑΛΛΗΛΟΙ ΤΟΥ Ο.Α.Π. ΑΝΤΙΔΡΟΥΝ ΕΙΣ ΤΗΝ ΑΡΣΙΝ ΤΗΣ ΜΟΝΙΜΟΤΗΤΟΣ ΤΩΝ: [1377, 314, 1572, 354]
feature-title: ΟΙ ΤΡΕΛΛΟΙ ΤΟΥ ΒΟΛΑΝ.: [432, 1486, 625, 1503]
feature-title: ΤΑ ΔΙΑΠΛΑΝΗΤΙΚΑ ΤΑΞΙΔΙΑ.: [432, 1351, 649, 1368]
fin-row: [847, 941, 1128, 952]
bank-name: Ἰονική: [847, 1077, 964, 1088]
feature-item: [416, 1549, 743, 1602]
